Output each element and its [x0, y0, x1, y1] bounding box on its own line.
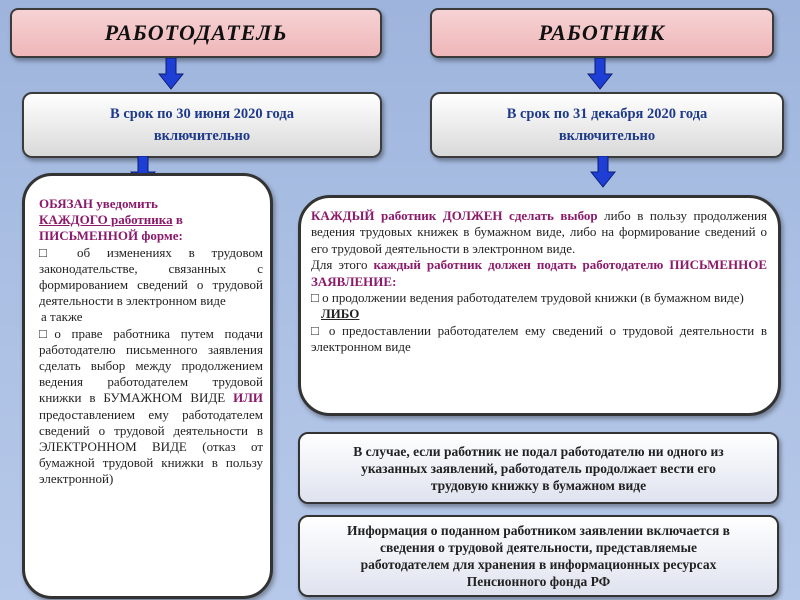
- employer-deadline: [22, 92, 382, 158]
- option-text: о продолжении ведения работодателем трудовой книжки (в бумажном виде): [322, 290, 744, 306]
- employee-deadline: [430, 92, 784, 158]
- arrow-down-icon: [587, 58, 613, 90]
- or-text: ИЛИ: [233, 390, 263, 406]
- employer-obligations-box: [22, 173, 273, 599]
- must-choose-text: КАЖДЫЙ работник ДОЛЖЕН сделать выбор: [311, 208, 598, 223]
- in-text: в: [175, 212, 183, 228]
- for-this-text: Для этого: [311, 257, 368, 273]
- written-form-text: ПИСЬМЕННОЙ форме:: [39, 228, 183, 244]
- deadline-line: включительно: [558, 128, 656, 144]
- note-line: В случае, если работник не подал работодателю ни одного из: [353, 443, 724, 459]
- note-line: Пенсионного фонда РФ: [466, 574, 611, 589]
- also-text: а также: [41, 309, 83, 325]
- arrow-down-icon: [590, 156, 616, 188]
- written-statement-text: ПИСЬМЕННОЕ ЗАЯВЛЕНИЕ:: [311, 257, 768, 289]
- choice-text: либо в пользу продолжения ведения трудовых книжек в бумажном виде, либо на формирование сведений о его трудовой деятельности в электронном виде.: [311, 208, 768, 256]
- option-text: о предоставлении работодателем ему сведений о трудовой деятельности в электронном виде: [311, 322, 768, 355]
- note-line: работодателем для хранения в информационных ресурсах: [360, 557, 717, 572]
- no-statement-note: [298, 432, 779, 504]
- bullet-icon: □: [39, 325, 55, 341]
- note-line: трудовую книжку в бумажном виде: [430, 477, 647, 493]
- must-submit-text: каждый работник должен подать работодателю: [373, 257, 664, 273]
- note-line: Информация о поданном работником заявлении включается в: [347, 523, 730, 538]
- bullet-icon: □: [39, 244, 78, 260]
- each-worker-text: КАЖДОГО работника: [39, 212, 173, 228]
- employee-header: РАБОТНИК: [430, 8, 774, 58]
- note-line: указанных заявлений, работодатель продолжает вести его: [361, 460, 716, 476]
- deadline-line: В срок по 30 июня 2020 года: [110, 106, 294, 122]
- note-line: сведения о трудовой деятельности, представляемые: [380, 540, 697, 555]
- deadline-line: В срок по 31 декабря 2020 года: [506, 106, 708, 122]
- either-text: ЛИБО: [321, 306, 360, 322]
- bullet-text: об изменениях в трудовом законодательстве, связанных с формированием сведений о трудовой деятельности в электронном виде: [39, 244, 263, 309]
- deadline-line: включительно: [153, 128, 251, 144]
- bullet-icon: □: [311, 322, 329, 338]
- employee-choice-box: [298, 195, 781, 416]
- bullet-icon: □: [311, 290, 323, 306]
- pension-fund-note: [298, 515, 779, 597]
- arrow-down-icon: [158, 58, 184, 90]
- bullet-text: о праве работника путем подачи работодателю письменного заявления сделать выбор между продолжением ведения работодателем трудовой книжки в БУМАЖНОМ ВИДЕ: [39, 325, 263, 406]
- employer-header: РАБОТОДАТЕЛЬ: [10, 8, 382, 58]
- bullet-text: предоставлением ему работодателем сведений о трудовой деятельности в ЭЛЕКТРОННОМ ВИДЕ (отказ от бумажной трудовой книжки в пользу электронной): [39, 406, 263, 487]
- obliged-text: ОБЯЗАН уведомить: [39, 196, 158, 211]
